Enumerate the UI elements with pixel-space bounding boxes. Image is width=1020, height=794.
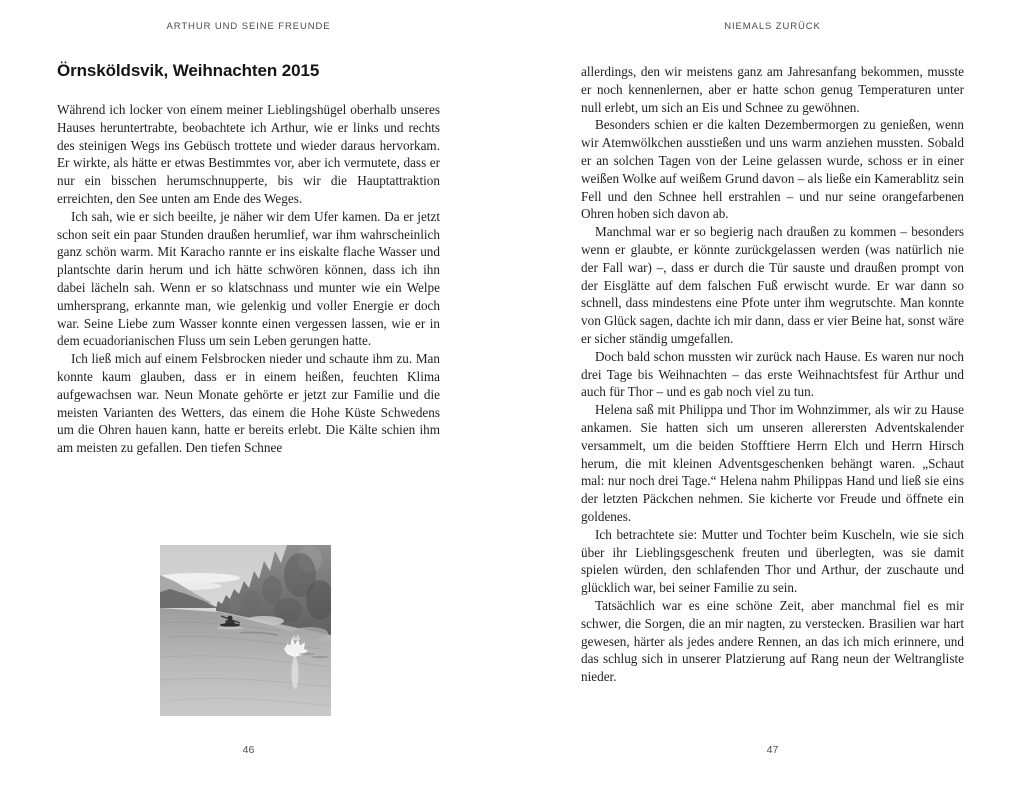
paragraph: Helena saß mit Philippa und Thor im Wohnzimmer, als wir zu Hause ankamen. Sie hatten sich um unseren allerersten Adventskalender versammelt, um die beiden Stofftiere Herrn Elch und Herrn Hirsch herum, die mit kleinen Adventsgeschenken behängt waren. „Schaut mal: nur noch drei Tage.“ Helena nahm Philippas Hand und ließ sie eins der letzten Päckchen nehmen. Sie kicherte vor Freude und öffnete ein goldenes.	[581, 402, 964, 524]
paragraph: Ich sah, wie er sich beeilte, je näher wir dem Ufer kamen. Da er jetzt schon seit ein paar Stunden draußen herumlief, war ihm wahrscheinlich ganz schön warm. Mit Karacho rannte er ins eiskalte flache Wasser und plantschte darin herum und ich hätte schwören können, dass ich ihn dabei lächeln sah. Wenn er so klatschnass und munter wie ein Welpe umhersprang, erkannte man, wie gelenkig und voller Energie er doch war. Seine Liebe zum Wasser konnte einen vergessen lassen, wie er in dem ecuadorianischen Fluss um sein Leben gerungen hatte.	[57, 208, 440, 349]
paragraph: allerdings, den wir meistens ganz am Jahresanfang bekommen, musste er noch kennenlernen, aber er hatte schon genug Temperaturen unter null erlebt, um sich an Eis und Schnee zu gewöhnen.	[581, 64, 964, 115]
paragraph: Tatsächlich war es eine schöne Zeit, aber manchmal fiel es mir schwer, die Sorgen, die an mir nagten, zu verstecken. Brasilien war hart gewesen, härter als jedes andere Rennen, an das ich mich erinnere, und das schlug sich in unserer Platzierung auf Rang neun der Weltrangliste nieder.	[581, 597, 964, 685]
chapter-title: Örnsköldsvik, Weihnachten 2015	[57, 61, 320, 80]
paragraph: Ich ließ mich auf einem Felsbrocken nieder und schaute ihm zu. Man konnte kaum glauben, dass er in einem heißen, feuchten Klima aufgewachsen war. Neun Monate gehörte er jetzt zur Familie und die meisten Varianten des Wetters, das einem die Hohe Küste Schwedens um die Ohren hauen kann, hatte er bereits erlebt. Die Kälte schien ihm am meisten zu gefallen. Den tiefen Schnee	[57, 351, 440, 456]
lake-photo-graphic	[160, 545, 331, 716]
paragraph: Während ich locker von einem meiner Lieblingshügel oberhalb unseres Hauses heruntertrabte, beobachtete ich Arthur, wie er links und rechts des steinigen Wegs ins Gebüsch trottete und wieder daraus hervorkam. Er wirkte, als hätte er etwas Bestimmtes vor, aber ich vermutete, dass er nur ein bisschen herumschnupperte, bis wir die Hauptattraktion erreichten, den See unten am Ende des Weges.	[57, 102, 440, 206]
running-header-right: NIEMALS ZURÜCK	[724, 21, 821, 32]
page-number-right: 47	[766, 744, 779, 756]
page-number-left: 46	[242, 744, 255, 756]
running-header-left: ARTHUR UND SEINE FREUNDE	[166, 21, 331, 32]
paragraph: Ich betrachtete sie: Mutter und Tochter beim Kuscheln, wie sie sich über ihr Lieblingsgeschenk freuten und überlegten, was sie damit spielen würden, den schlafenden Thor und Arthur, der zuschaute und glücklich war, bei seiner Familie zu sein.	[581, 526, 964, 596]
paragraph: Besonders schien er die kalten Dezembermorgen zu genießen, wenn wir Atemwölkchen ausstießen und uns warm anziehen mussten. Sobald er an solchen Tagen von der Leine gelassen wurde, schoss er in einer weißen Wolke auf weißem Grund davon – als ließe ein Kamerablitz sein Fell und den Schnee hell erstrahlen – und nur seine orangefarbenen Ohren hoben sich davon ab.	[581, 117, 964, 222]
body-text-left	[57, 101, 440, 457]
body-text-right	[581, 63, 964, 686]
lake-photo	[160, 545, 331, 716]
paragraph: Doch bald schon mussten wir zurück nach Hause. Es waren nur noch drei Tage bis Weihnachten – das erste Weihnachtsfest für Arthur und auch für Thor – und es gab noch viel zu tun.	[581, 348, 964, 400]
paragraph: Manchmal war er so begierig nach draußen zu kommen – besonders wenn er glaubte, er könnte zurückgelassen werden (was natürlich nie der Fall war) –, dass er durch die Tür sauste und draußen prompt von der Eisglätte auf dem falschen Fuß erwischt wurde. Er war dann so schnell, dass mindestens eine Pfote unter ihm wegrutschte. Man konnte von Glück sagen, dachte ich mir dann, dass er vier Beine hat, sonst wäre er sicher ständig umgefallen.	[581, 224, 964, 346]
